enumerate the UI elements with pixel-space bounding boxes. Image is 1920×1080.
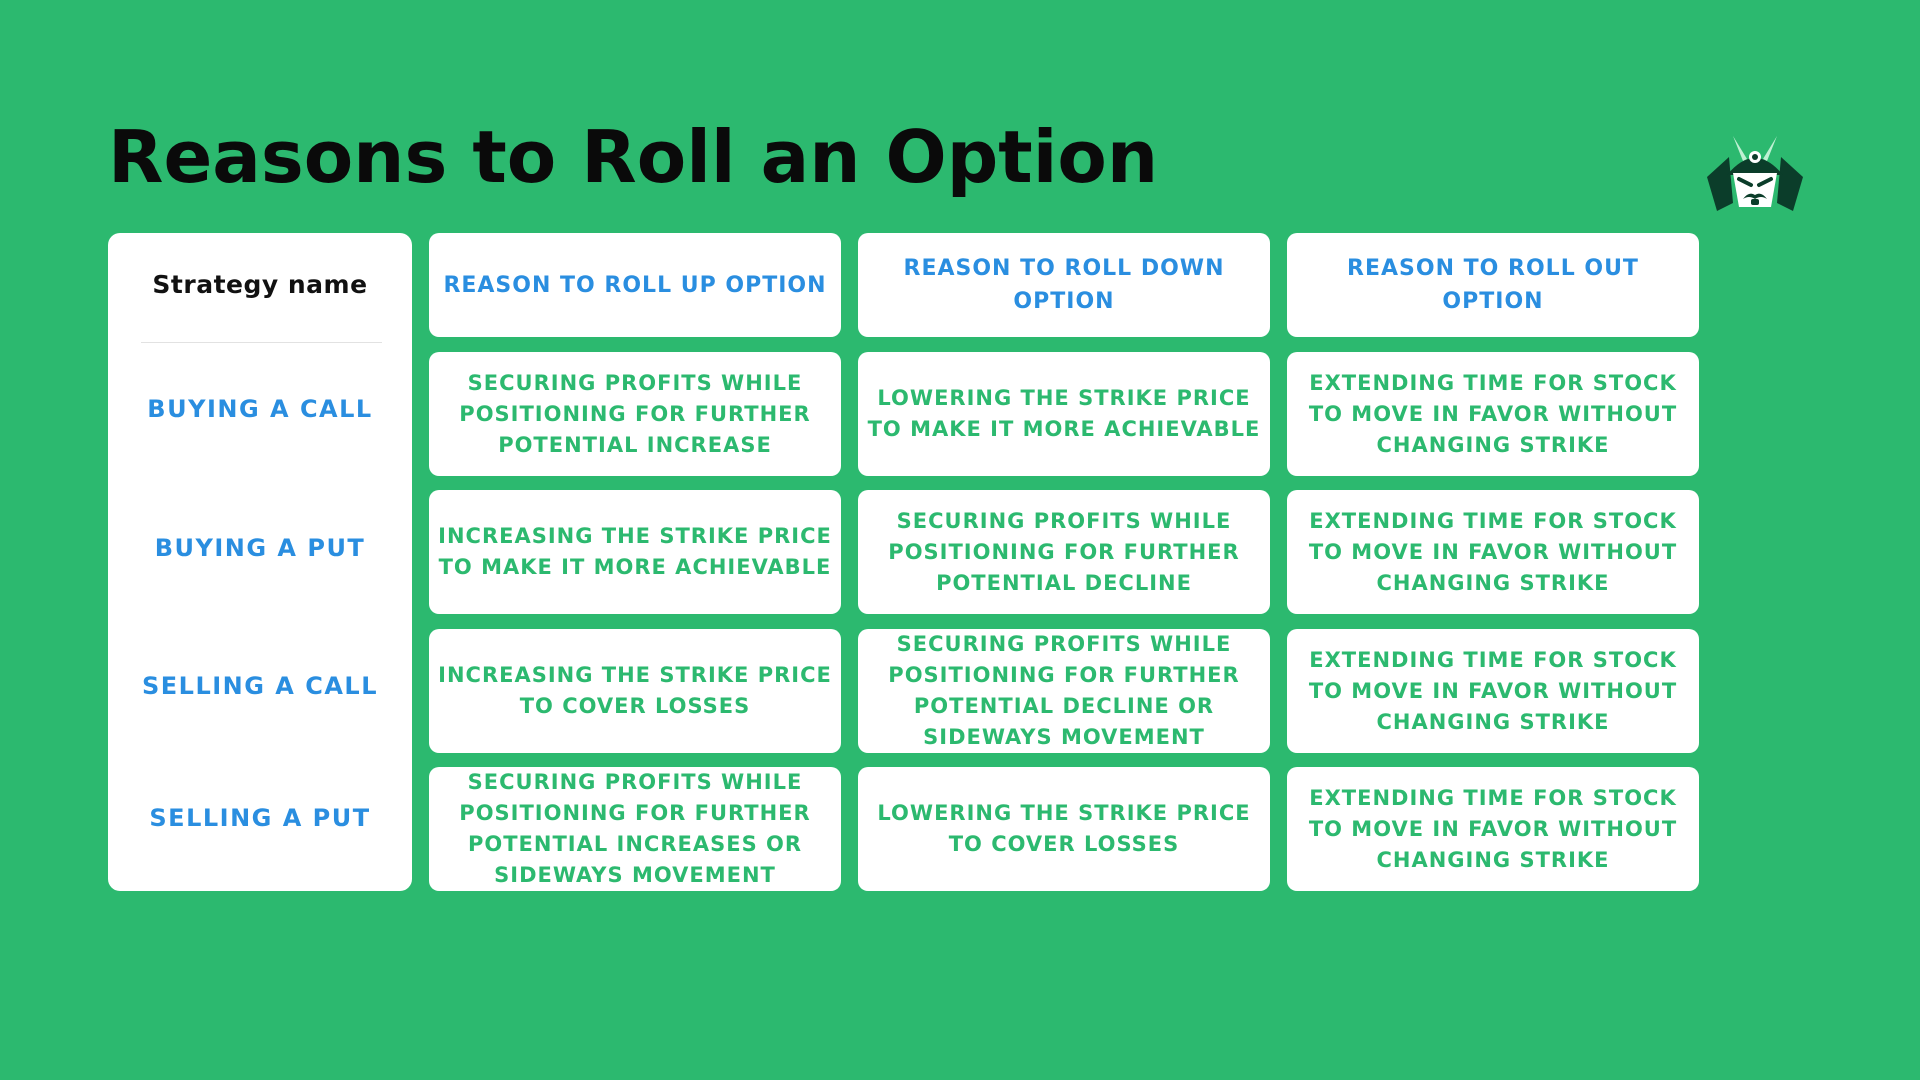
column-header-label: REASON TO ROLL UP OPTION: [443, 272, 827, 298]
cell-text: EXTENDING TIME FOR STOCK TO MOVE IN FAVOR WITHOUT CHANGING STRIKE: [1308, 370, 1678, 457]
page-title: Reasons to Roll an Option: [108, 115, 1159, 199]
cell-text: SECURING PROFITS WHILE POSITIONING FOR FURTHER POTENTIAL INCREASES OR SIDEWAYS MOVEMENT: [459, 770, 811, 887]
table-cell: [429, 629, 841, 753]
cell-text: LOWERING THE STRIKE PRICE TO MAKE IT MORE ACHIEVABLE: [867, 386, 1261, 441]
column-header-label: REASON TO ROLL DOWN OPTION: [903, 256, 1225, 314]
samurai-mascot-icon: [1703, 133, 1807, 213]
table-cell: [858, 352, 1270, 476]
strategy-buying-a-call: BUYING A CALL: [147, 395, 373, 423]
cell-text: EXTENDING TIME FOR STOCK TO MOVE IN FAVOR WITHOUT CHANGING STRIKE: [1308, 647, 1678, 734]
table-cell: [1287, 629, 1699, 753]
header-divider: [141, 342, 382, 343]
cell-text: SECURING PROFITS WHILE POSITIONING FOR FURTHER POTENTIAL INCREASE: [459, 370, 811, 457]
column-header-label: REASON TO ROLL OUT OPTION: [1347, 256, 1639, 314]
table-cell: [429, 490, 841, 614]
strategy-name-header: Strategy name: [152, 270, 368, 299]
strategy-buying-a-put: BUYING A PUT: [154, 534, 366, 562]
cell-text: EXTENDING TIME FOR STOCK TO MOVE IN FAVOR WITHOUT CHANGING STRIKE: [1308, 785, 1678, 872]
table-cell: [1287, 352, 1699, 476]
strategy-column: [108, 233, 412, 891]
cell-text: INCREASING THE STRIKE PRICE TO MAKE IT MORE ACHIEVABLE: [438, 524, 832, 579]
strategy-selling-a-put: SELLING A PUT: [149, 804, 371, 832]
table-cell: [429, 767, 841, 891]
table-cell: [858, 767, 1270, 891]
column-header-roll-out: [1287, 233, 1699, 337]
table-cell: [858, 629, 1270, 753]
table-cell: [1287, 490, 1699, 614]
column-header-roll-down: [858, 233, 1270, 337]
table-cell: [858, 490, 1270, 614]
cell-text: EXTENDING TIME FOR STOCK TO MOVE IN FAVOR WITHOUT CHANGING STRIKE: [1308, 508, 1678, 595]
table-cell: [429, 352, 841, 476]
cell-text: LOWERING THE STRIKE PRICE TO COVER LOSSES: [877, 801, 1251, 856]
cell-text: SECURING PROFITS WHILE POSITIONING FOR FURTHER POTENTIAL DECLINE OR SIDEWAYS MOVEMENT: [888, 632, 1240, 749]
strategy-selling-a-call: SELLING A CALL: [141, 672, 379, 700]
cell-text: SECURING PROFITS WHILE POSITIONING FOR FURTHER POTENTIAL DECLINE: [888, 508, 1240, 595]
column-header-roll-up: [429, 233, 841, 337]
cell-text: INCREASING THE STRIKE PRICE TO COVER LOSSES: [438, 663, 832, 718]
table-cell: [1287, 767, 1699, 891]
